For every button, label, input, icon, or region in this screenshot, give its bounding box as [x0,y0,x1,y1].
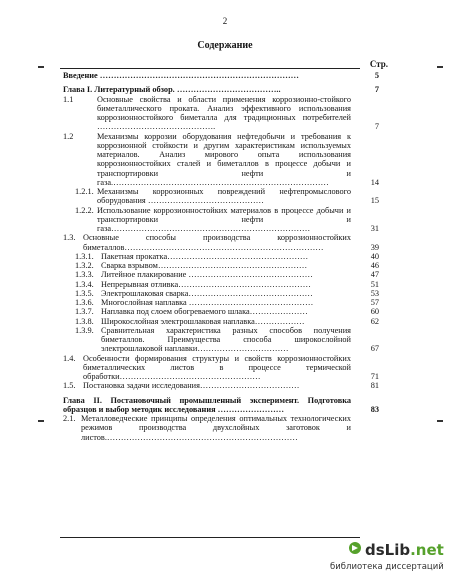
toc-entry-text: Глава I. Литературный обзор. ……………………………….. [63,85,281,95]
bottom-rule [60,537,360,538]
toc-entry [63,71,379,80]
toc-entry [63,289,379,298]
toc-entry-page: 57 [370,298,379,307]
toc-entry-page: 62 [370,316,379,326]
toc-entry [63,187,379,206]
toc-entry-text: Использование коррозионностойких материалов в процессе добычи и транспортировки нефти и газа……………………………………………………………… [97,205,351,233]
toc-entry-page: 5 [374,71,379,80]
toc-entry-number: 1.3.6. [75,298,94,307]
toc-entry [63,414,379,442]
toc-entry-page: 83 [370,404,379,414]
toc-entry [63,95,379,132]
toc-entry-text: Металловедческие принципы определения оптимальных технологических режимов производства двухслойных заготовок и листов.…………………………………………………………… [81,414,351,442]
toc-entry [63,132,379,188]
margin-mark [437,420,443,422]
watermark-logo-accent: .net [410,541,444,559]
toc-entry-number: 1.1 [63,94,74,104]
toc-entry-page: 53 [370,288,379,298]
toc-entry-number: 1.5. [63,381,76,391]
page-number: 2 [222,16,228,26]
margin-mark [38,420,44,422]
toc-entry-number: 1.3.9. [75,325,94,335]
toc-entry-number: 2.1. [63,414,76,423]
toc-entry-page: 39 [370,242,379,252]
toc-entry-page: 31 [370,224,379,233]
watermark-tagline: библиотека диссертаций [330,562,444,572]
dslib-logo-icon [348,541,362,555]
toc-entry-page: 15 [370,196,379,206]
toc-entry-number: 1.3.1. [75,251,94,261]
watermark-logo[interactable] [365,541,444,559]
toc-entry [63,298,379,307]
toc-entry-text: Широкослойная электрошлаковая наплавка……………… [101,316,305,326]
toc-entry-number: 1.3.7. [75,307,94,317]
toc-entry-text: Наплавка под слоем обогреваемого шлака………………… [101,307,308,317]
toc-entry-text: Электрошлаковая сварка……………………………………… [101,288,313,298]
toc-entry [63,381,379,390]
toc-entry-text: Основные способы производства коррозионностойких биметаллов……………………………………………………………… [83,233,351,252]
watermark-logo-main: dsLib [365,541,411,559]
toc-entry-text: Сравнительная характеристика разных способов получения биметаллов. Преимущества способа широкослойной электрошлаковой наплавки…………………………… [101,325,351,354]
toc-entry-number: 1.3.2. [75,261,94,270]
toc-entry-text: Литейное плакирование ……………………………………… [101,270,313,280]
toc-entry-text: Сварка взрывом……………………………………………… [101,261,308,270]
page-column-label: Стр. [369,59,388,69]
top-rule [60,68,360,69]
toc-entry-page: 46 [370,261,379,270]
toc-entry [63,354,379,382]
toc-entry-page: 51 [370,279,379,289]
toc-entry-number: 1.4. [63,353,76,363]
toc-entry-page: 67 [370,344,379,354]
toc-entry-page: 71 [370,372,379,381]
toc-entry-page: 40 [370,251,379,261]
contents-title: Содержание [197,40,253,51]
toc-entry [63,233,379,252]
toc-entry-page: 60 [370,307,379,317]
toc-entry-number: 1.2.2. [75,205,94,215]
toc-entry [63,307,379,316]
toc-entry [63,317,379,326]
toc-entry [63,261,379,270]
toc-entry [63,85,379,94]
toc-entry-text: Введение ……………………………………………………………… [63,71,299,80]
toc-entry-text: Основные свойства и области применения коррозионно-стойкого биметаллического проката. Анализ эффективного использования коррозионностойкого биметалла для традиционных потребителей ……………………………………. [97,94,351,132]
table-of-contents [63,71,379,442]
toc-entry-number: 1.3.8. [75,316,94,326]
toc-entry-page: 14 [370,177,379,187]
toc-entry-text: Механизмы коррозии оборудования нефтедобычи и требования к коррозионной стойкости и другим характеристикам используемых материалов. Анализ мирового опыта использования коррозионностойких сталей и биметаллов в процессе добычи и транспортировки нефти и газа.…………………………………………………………………… [97,131,351,187]
toc-entry-number: 1.3.4. [75,279,94,289]
toc-entry [63,280,379,289]
toc-entry-number: 1.2 [63,131,74,141]
toc-entry-text: Механизмы коррозионных повреждений нефтепромыслового оборудования …………………………………… [97,187,351,206]
toc-entry-text: Многослойная наплавка ……………………………………… [101,298,314,307]
toc-entry-text: Пакетная прокатка…………………………………………… [101,251,309,261]
toc-entry-text: Непрерывная отливка………………………………………… [101,279,311,289]
toc-entry-text: Постановка задачи исследования……………………………… [83,381,300,391]
toc-entry [63,206,379,234]
toc-entry-number: 1.3.5. [75,288,94,298]
toc-entry-page: 47 [370,270,379,280]
toc-entry-page: 81 [370,381,379,391]
toc-entry-page: 7 [374,122,379,132]
margin-mark [437,66,443,68]
toc-entry-page: 7 [374,85,379,95]
toc-entry-number: 1.2.1. [75,187,94,196]
toc-entry-text: Глава II. Постановочный промышленный эксперимент. Подготовка образцов и выбор методик исследования …………………… [63,395,351,414]
toc-entry-number: 1.3. [63,233,76,243]
toc-entry [63,326,379,354]
toc-entry-text: Особенности формирования структуры и свойств коррозионностойких биметаллических листов в процессе термической обработки…………………………………………… [83,353,351,381]
toc-entry [63,396,379,415]
toc-entry-number: 1.3.3. [75,270,94,280]
toc-entry [63,252,379,261]
margin-mark [38,66,44,68]
toc-entry [63,270,379,279]
